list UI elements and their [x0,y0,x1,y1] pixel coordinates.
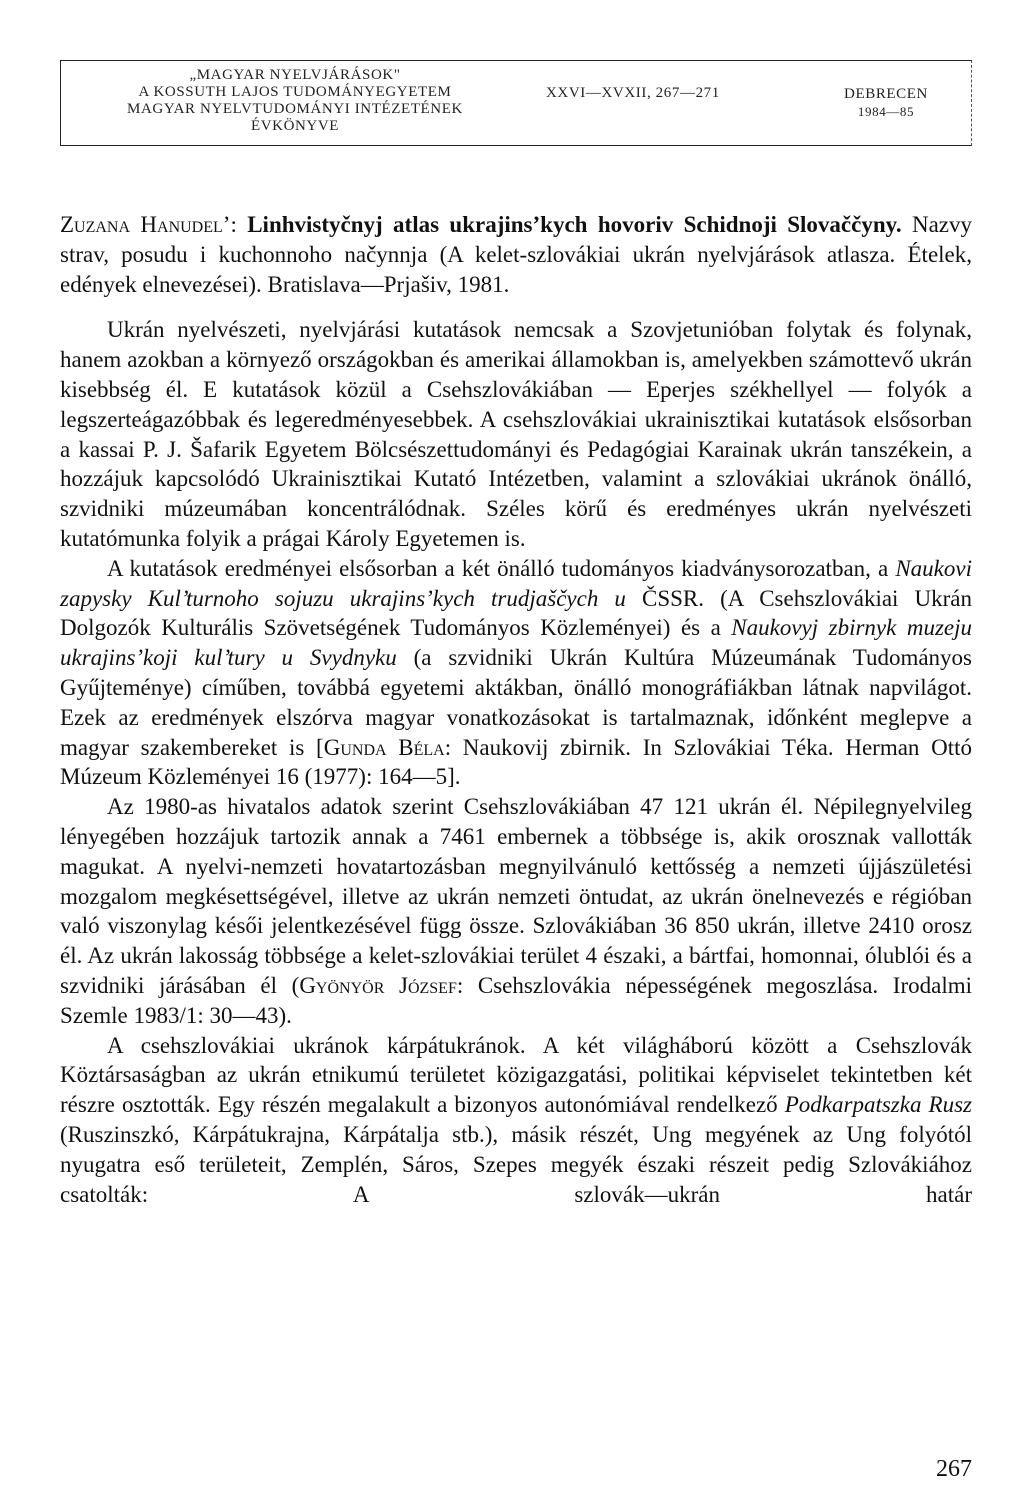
cited-author-gunda: Gunda Béla [323,734,445,760]
page-number: 267 [936,1456,972,1482]
volume-pages: XXVI—XVXII, 267—271 [546,85,720,101]
paragraph-3-text-b: : Csehszlovákia népességének megoszlása. Irodalmi Szemle 1983/1: 30—43). [60,972,973,1028]
citation-author: Zuzana Hanudel’ [60,212,231,237]
paragraph-4-text-b: (Ruszinszkó, Kárpátukrajna, Kárpátalja stb.), másik részét, Ung megyének az Ung folyótól nyugatra eső területeit, Zemplén, Sáros, Szepes megyék északi részeit pedig Szlovákiához csatolták: A szlovák—ukrán határ [60,1121,972,1207]
series-title: „MAGYAR NYELVJÁRÁSOK" [189,67,401,83]
citation [60,210,972,299]
journal-title-2: Naukovyj zbirnyk muzeju ukrajins’koji kul’tury u Svydnyku [60,615,972,671]
header-place-block [821,85,951,121]
paragraph-2-text-c: (a szvidniki Ukrán Kultúra Múzeumának Tudományos Gyűjteménye) címűben, továbbá egyetemi aktákban, önálló monográfiákban látnak napvilágot. Ezek az eredmények elszórva magyar vonatkozásokat is tartalmaznak, időnként meglepve a magyar szakembereket is [ [60,645,972,760]
paragraph-4 [60,1031,972,1210]
paragraph-2-text-b: ČSSR. (A Csehszlovákiai Ukrán Dolgozók Kulturális Szövetségének Tudományos Közleményei) és a [60,585,973,641]
institution-line-1: A KOSSUTH LAJOS TUDOMÁNYEGYETEM [138,84,452,100]
paragraph-3-text-a: Az 1980-as hivatalos adatok szerint Csehszlovákiában 47 121 ukrán él. Népilegnyelvileg lényegében hozzájuk tartozik annak a 7461 embernek a többsége is, akik orosznak vallották magukat. A nyelvi-nemzeti hovatartozásban megnyilvánuló kettősség a nemzeti újjászületési mozgalom megkésettségével, illetve az ukrán nemzeti öntudat, az ukrán önelnevezés e régióban való viszonylag késői jelentkezésével függ össze. Szlovákiában 36 850 ukrán, illetve 2410 orosz él. Az ukrán lakosság többsége a kelet-szlovákiai terület 4 északi, a bártfai, homonnai, ólublói és a szvidniki járásában él ( [60,794,972,998]
citation-details: Nazvy strav, posudu i kuchonnoho načynnja (A kelet-szlovákiai ukrán nyelvjárások atlasza. Ételek, edények elnevezései). Bratislava—Prjašiv, 1981. [60,212,973,297]
city: DEBRECEN [844,86,928,102]
cited-author-gyonyor: Gyönyör József [299,972,457,998]
article-body [60,210,972,1209]
paragraph-4-text-a: A csehszlovákiai ukránok kárpátukránok. A két világháború között a Csehszlovák Köztársaságban az ukrán etnikumú területet közigazgatási, politikai képviselet tekintetben két részre osztották. Egy részén megalakult a bizonyos autonómiával rendelkező [60,1032,972,1118]
paragraph-2 [60,554,972,792]
institution-line-2: MAGYAR NYELVTUDOMÁNYI INTÉZETÉNEK [127,101,463,117]
institution-line-3: ÉVKÖNYVE [250,118,340,134]
journal-header [60,60,972,146]
place-name-podkarpatszka: Podkarpatszka Rusz [784,1092,972,1118]
years: 1984—85 [857,104,915,119]
journal-title-1: Naukovi zapysky Kul’turnoho sojuzu ukrajins’kych trudjaščych u [60,555,972,611]
header-institution-block [85,67,505,135]
paragraph-2-text-a: A kutatások eredményei elsősorban a két önálló tudományos kiadványsorozatban, a [107,555,896,581]
citation-author-separator: : [230,212,248,237]
paragraph-2-text-d: : Naukovij zbirnik. In Szlovákiai Téka. Herman Ottó Múzeum Közleményei 16 (1977): 164—5]. [60,734,973,790]
paragraph-1: Ukrán nyelvészeti, nyelvjárási kutatások nemcsak a Szovjetunióban folytak és folynak, hanem azokban a környező országokban és amerikai államokban is, amelyekben számottevő ukrán kisebbség él. E kutatások közül a Csehszlovákiában — Eperjes székhellyel — folyók a legszerteágazóbbak és legeredményesebbek. A csehszlovákiai ukrainisztikai kutatások elsősorban a kassai P. J. Šafarik Egyetem Bölcsészettudományi és Pedagógiai Karainak ukrán tanszékein, a hozzájuk kapcsolódó Ukrainisztikai Kutató Intézetben, valamint a szlovákiai ukránok önálló, szvidniki múzeumában koncentrálódnak. Széles körű és eredményes ukrán nyelvészeti kutatómunka folyik a prágai Károly Egyetemen is. [60,317,972,551]
paragraph-3 [60,792,972,1030]
citation-title: Linhvistyčnyj atlas ukrajins’kych hovoriv Schidnoji Slovaččyny. [247,212,902,237]
